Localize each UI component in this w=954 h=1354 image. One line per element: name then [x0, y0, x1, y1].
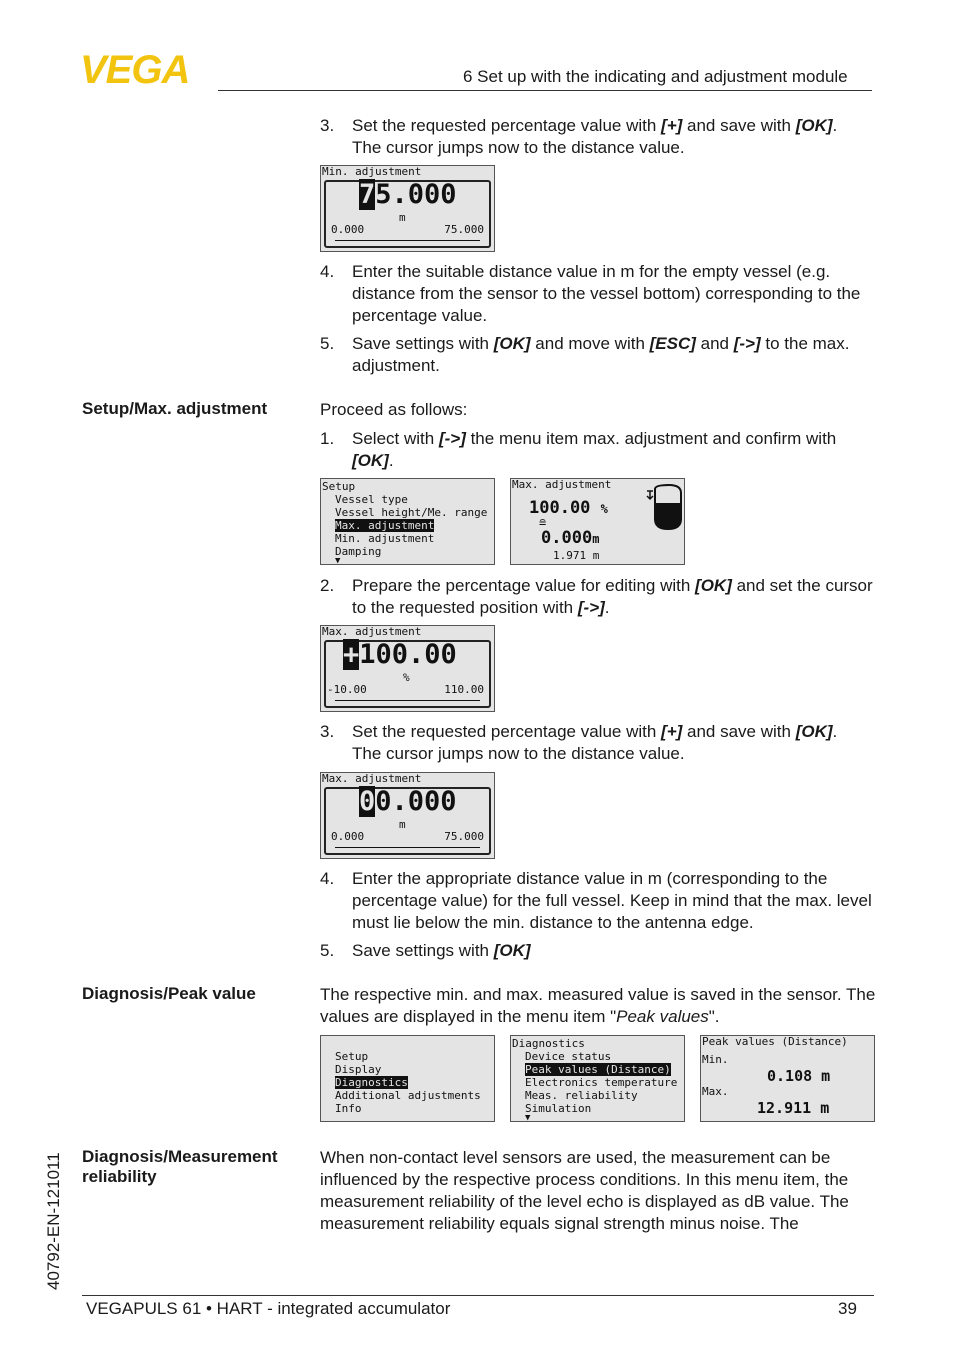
- lcd-title: Peak values (Distance): [702, 1035, 848, 1048]
- lcd-scale-min: -10.00: [327, 683, 367, 696]
- section-heading-peak-value: Diagnosis/Peak value: [82, 984, 256, 1003]
- header-rule: [218, 90, 872, 91]
- lcd-unit: %: [403, 671, 410, 684]
- lcd-main-menu: [320, 1035, 495, 1122]
- lcd-scale-max: 110.00: [444, 683, 484, 696]
- step-number: 5.: [320, 941, 335, 960]
- lcd-value: +100.00: [343, 639, 457, 670]
- menu-title: Setup: [322, 480, 356, 493]
- lcd-max-adjustment-percent: [320, 625, 495, 712]
- lcd-distance: 0.000m: [541, 528, 600, 548]
- step-text: Set the requested percentage value with [+] and save with [OK]. The cursor jumps now to the distance value.: [352, 722, 838, 763]
- menu-item: Simulation: [525, 1102, 592, 1115]
- menu-item: Device status: [525, 1050, 612, 1063]
- step-text: Enter the suitable distance value in m for the empty vessel (e.g. distance from the sensor to the vessel bottom) corresponding to the percentage value.: [352, 262, 861, 325]
- menu-item-selected: Diagnostics: [335, 1076, 408, 1089]
- lcd-min-label: Min.: [702, 1053, 729, 1066]
- step-number: 1.: [320, 429, 335, 448]
- lcd-equiv-symbol: ≘: [539, 516, 547, 530]
- lcd-measured-distance: 1.971 m: [553, 549, 600, 562]
- menu-item: Additional adjustments: [335, 1089, 481, 1102]
- document-code: 40792-EN-121011: [44, 1152, 63, 1290]
- step-number: 5.: [320, 334, 335, 353]
- page-number: 39: [838, 1299, 857, 1318]
- menu-item: Electronics temperature: [525, 1076, 678, 1089]
- lcd-min-adjustment: [320, 165, 495, 252]
- vessel-icon: [645, 483, 683, 531]
- step-text: Set the requested percentage value with [+] and save with [OK]. The cursor jumps now to the distance value.: [352, 116, 838, 157]
- step-text: Save settings with [OK] and move with [ESC] and [->] to the max. adjustment.: [352, 334, 850, 375]
- peak-description: The respective min. and max. measured value is saved in the sensor. The values are displayed in the menu item "Peak values".: [320, 985, 876, 1026]
- step-number: 3.: [320, 722, 335, 741]
- menu-item: Display: [335, 1063, 382, 1076]
- footer-product: VEGAPULS 61 • HART - integrated accumulator: [86, 1299, 451, 1318]
- step-number: 4.: [320, 262, 335, 281]
- step-text: Select with [->] the menu item max. adjustment and confirm with [OK].: [352, 429, 837, 470]
- lcd-scale-bar: [335, 240, 480, 241]
- lcd-scale-min: 0.000: [331, 223, 365, 236]
- lcd-max-adjustment-summary: [510, 478, 685, 565]
- menu-item: Min. adjustment: [335, 532, 435, 545]
- step-number: 2.: [320, 576, 335, 595]
- step-number: 3.: [320, 116, 335, 135]
- menu-item: Vessel height/Me. range: [335, 506, 488, 519]
- lcd-scale-bar: [335, 847, 480, 848]
- footer-rule: [82, 1295, 874, 1296]
- lcd-max-label: Max.: [702, 1085, 729, 1098]
- lcd-min-value: 0.108 m: [767, 1067, 831, 1085]
- scroll-down-icon: ▼: [525, 1113, 531, 1122]
- lcd-peak-values: [700, 1035, 875, 1122]
- scroll-down-icon: ▼: [335, 556, 341, 565]
- lcd-percent: 100.00 %: [529, 498, 608, 518]
- lcd-scale-max: 75.000: [444, 223, 484, 236]
- lcd-max-adjustment-distance: [320, 772, 495, 859]
- menu-item: Meas. reliability: [525, 1089, 638, 1102]
- menu-item-selected: Peak values (Distance): [525, 1063, 671, 1076]
- lcd-value: 75.000: [359, 179, 457, 210]
- vega-logo: VEGA: [80, 48, 190, 92]
- lcd-max-value: 12.911 m: [757, 1099, 830, 1117]
- menu-item: Setup: [335, 1050, 369, 1063]
- step-text: Save settings with [OK]: [352, 941, 531, 960]
- step-number: 4.: [320, 869, 335, 888]
- lcd-unit: m: [399, 211, 406, 224]
- section-heading-max-adjustment: Setup/Max. adjustment: [82, 399, 268, 418]
- chapter-title: 6 Set up with the indicating and adjustment module: [463, 67, 848, 86]
- step-text: Prepare the percentage value for editing with [OK] and set the cursor to the requested position with [->].: [352, 576, 873, 617]
- section-heading-reliability: Diagnosis/Measurement reliability: [82, 1147, 278, 1186]
- reliability-description: When non-contact level sensors are used, the measurement can be influenced by the respective process conditions. In this menu item, the measurement reliability of the level echo is displayed as dB value. The measurement reliability equals signal strength minus noise. The: [320, 1148, 849, 1233]
- lcd-title: Max. adjustment: [322, 772, 422, 785]
- lcd-diagnostics-menu: [510, 1035, 685, 1122]
- lcd-value: 00.000: [359, 786, 457, 817]
- lcd-unit: m: [399, 818, 406, 831]
- menu-item: Vessel type: [335, 493, 408, 506]
- menu-title: Diagnostics: [512, 1037, 585, 1050]
- lcd-scale-max: 75.000: [444, 830, 484, 843]
- lcd-scale-min: 0.000: [331, 830, 365, 843]
- intro-text: Proceed as follows:: [320, 400, 468, 419]
- menu-item: Damping: [335, 545, 382, 558]
- lcd-title: Max. adjustment: [322, 625, 422, 638]
- lcd-setup-menu: [320, 478, 495, 565]
- lcd-scale-bar: [335, 700, 480, 701]
- step-text: Enter the appropriate distance value in m (corresponding to the percentage value) for the full vessel. Keep in mind that the max. level must lie below the min. distance to the antenna edge.: [352, 869, 872, 932]
- menu-item: Info: [335, 1102, 362, 1115]
- lcd-title: Min. adjustment: [322, 165, 422, 178]
- menu-item-selected: Max. adjustment: [335, 519, 435, 532]
- lcd-title: Max. adjustment: [512, 478, 612, 491]
